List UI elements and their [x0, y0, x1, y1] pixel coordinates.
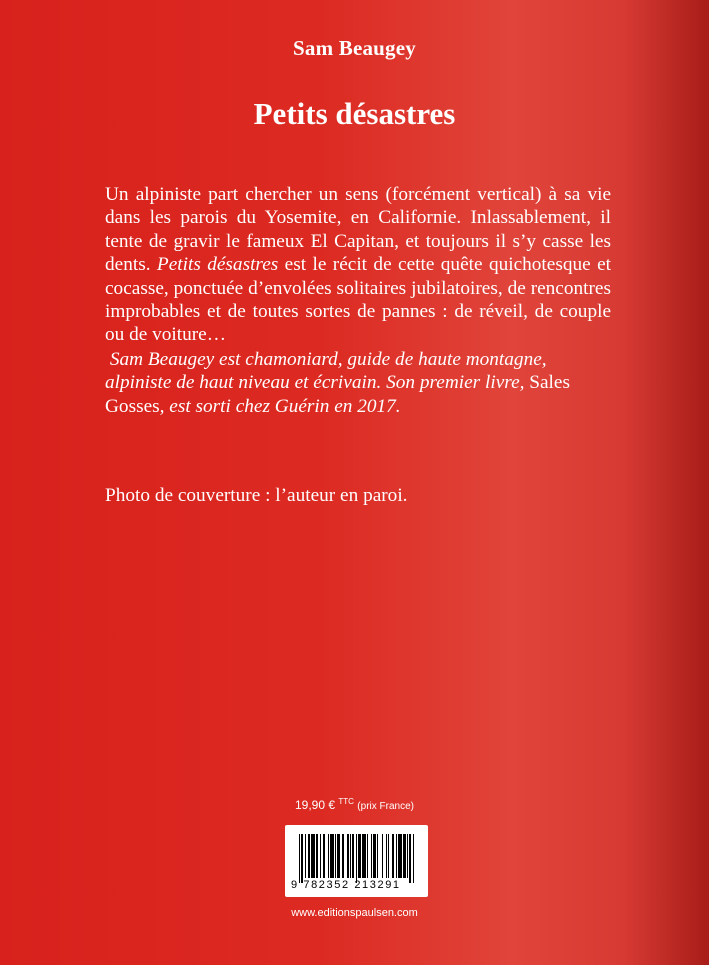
blurb — [105, 183, 611, 347]
publisher-website: www.editionspaulsen.com — [291, 907, 418, 919]
price-note: (prix France) — [357, 801, 414, 812]
blurb-intro: Un alpiniste part chercher un sens (forcément vertical) à sa vie dans les parois du Yosemite, en Californie. Inlassablement, il tente de gravir le fameux El Capitan, et toujours il s’y casse les dents. — [105, 184, 611, 276]
blurb-continuation: est le récit de cette quête quichotesque et cocasse, ponctuée d’envolées solitaires jubilatoires, de rencontres improbables et de toutes sortes de pannes : de réveil, de couple ou de voiture… — [105, 254, 611, 346]
price-tax: TTC — [338, 797, 354, 806]
author-bio — [105, 348, 611, 418]
price-line — [0, 797, 709, 812]
barcode — [285, 825, 428, 897]
author-name: Sam Beaugey — [293, 36, 416, 60]
price-amount: 19,90 € — [295, 798, 336, 812]
photo-credit: Photo de couverture : l’auteur en paroi. — [105, 485, 408, 506]
barcode-bars — [299, 834, 415, 878]
bio-part-2: , est sorti chez Guérin en 2017. — [159, 395, 401, 417]
bio-book-title: Sales Gosses — [105, 372, 570, 417]
book-title: Petits désastres — [253, 96, 456, 131]
blurb-title-mention: Petits désastres — [156, 254, 279, 276]
barcode-digits: 9 782352 213291 — [291, 879, 401, 891]
bio-part-1: Sam Beaugey est chamoniard, guide de haute montagne, alpiniste de haut niveau et écrivain. Son premier livre, — [105, 349, 547, 394]
blurb-paragraph — [105, 183, 611, 347]
